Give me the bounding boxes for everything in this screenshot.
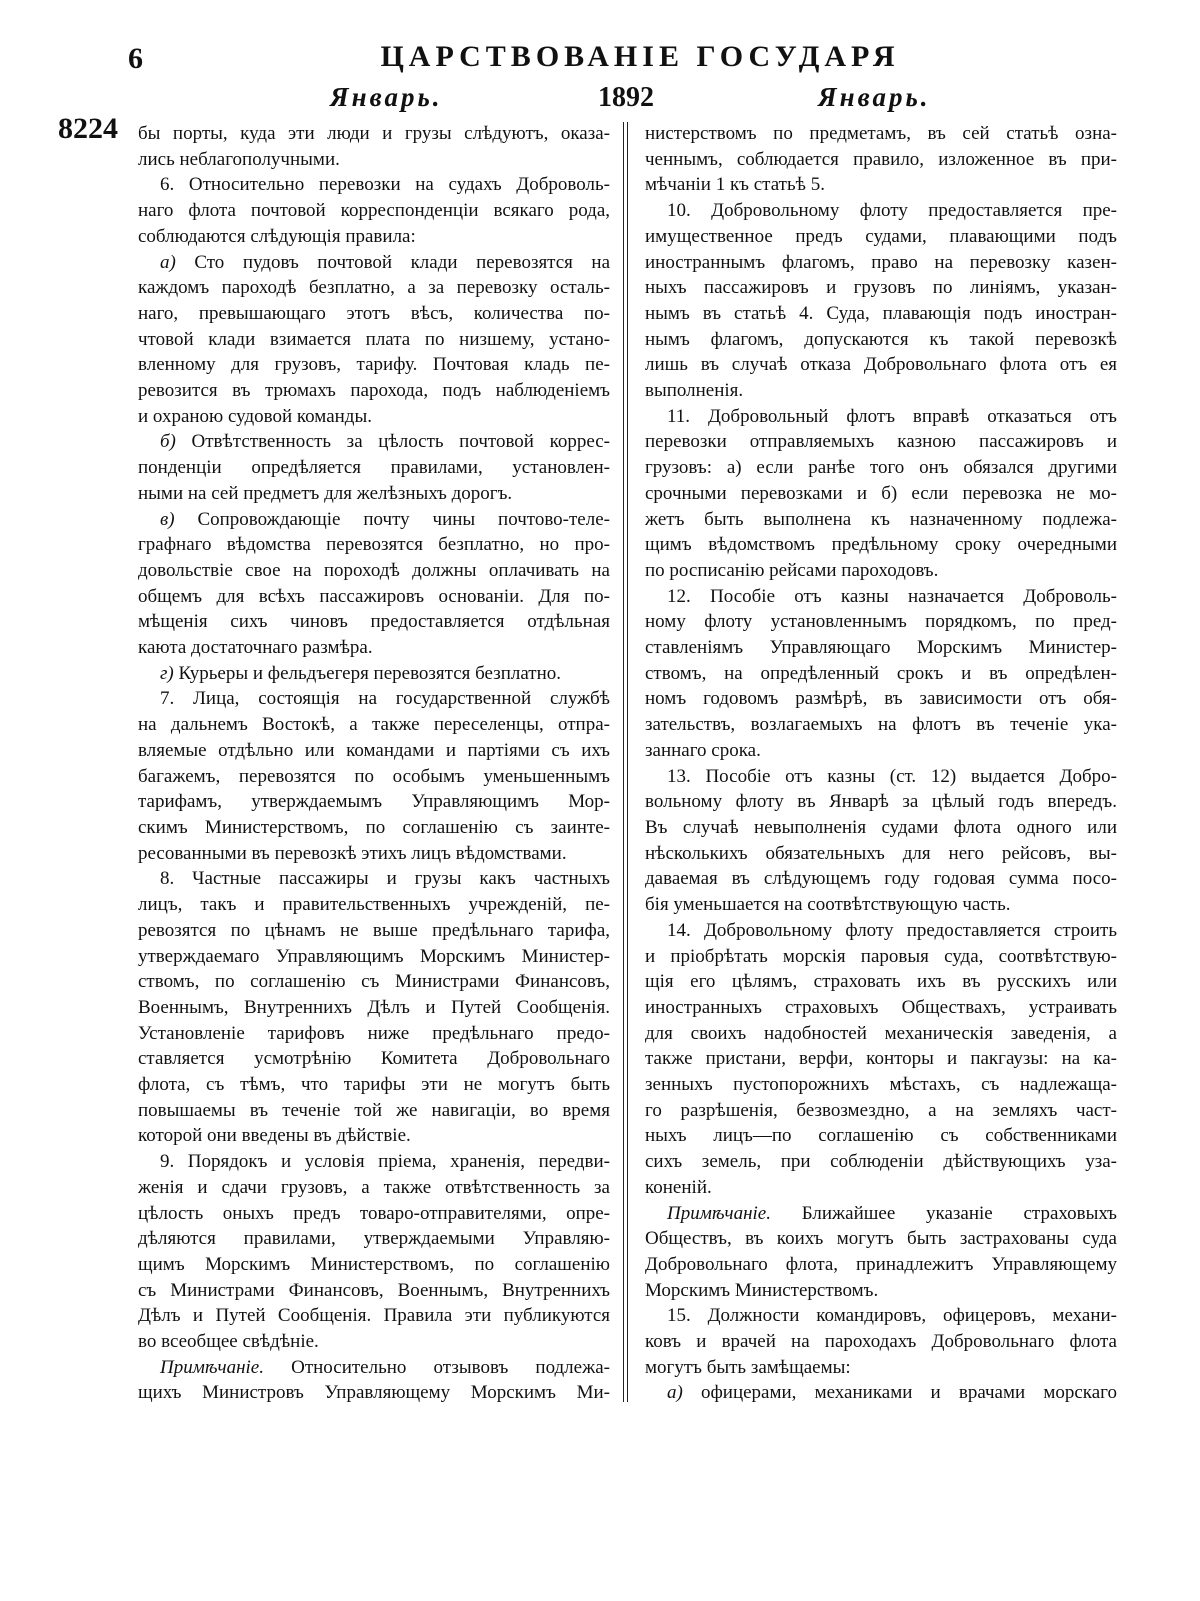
- right-column: [645, 121, 1117, 1406]
- line-text: зательствъ, возлагаемыхъ на флотъ въ теченіе ука-: [645, 714, 1117, 736]
- text-line: [138, 352, 610, 378]
- text-line: [645, 198, 1117, 224]
- line-text: понденціи опредѣляется правилами, установлен-: [138, 457, 610, 479]
- text-line: [645, 866, 1117, 892]
- line-text: довольствіе свое на пороходѣ должны оплачивать на: [138, 559, 610, 581]
- text-line: [645, 327, 1117, 353]
- text-line: [645, 558, 1117, 584]
- text-line: [645, 507, 1117, 533]
- line-text: номъ годовомъ размѣрѣ, въ зависимости отъ обя-: [645, 688, 1117, 710]
- text-line: [645, 275, 1117, 301]
- line-text: даваемая въ слѣдующемъ году годовая сумма посо-: [645, 868, 1117, 890]
- text-line: [645, 1278, 1117, 1304]
- line-text: иностраннымъ флагомъ, право на перевозку казен-: [645, 251, 1117, 273]
- text-line: [645, 892, 1117, 918]
- text-line: [645, 1123, 1117, 1149]
- line-text: каюта достаточнаго размѣра.: [138, 637, 373, 659]
- line-text: Дѣлъ и Путей Сообщенія. Правила эти публикуются: [138, 1305, 610, 1327]
- text-line: [645, 1072, 1117, 1098]
- text-line: [645, 635, 1117, 661]
- text-line: [138, 327, 610, 353]
- text-line: [138, 455, 610, 481]
- line-text: ченнымъ, соблюдается правило, изложенное въ при-: [645, 148, 1117, 170]
- line-text: иностранныхъ страховыхъ Обществахъ, устраивать: [645, 996, 1117, 1018]
- text-line: [138, 172, 610, 198]
- line-text: Сопровождающіе почту чины почтово-теле-: [174, 508, 610, 530]
- line-text: бы порты, куда эти люди и грузы слѣдуютъ, оказа-: [138, 123, 610, 144]
- text-line: [138, 1380, 610, 1406]
- text-line: [645, 378, 1117, 404]
- line-text: и пріобрѣтать морскія паровыя суда, соотвѣтствую-: [645, 945, 1117, 967]
- text-line: [138, 558, 610, 584]
- text-line: [138, 224, 610, 250]
- line-text: 6. Относительно перевозки на судахъ Доброволь-: [160, 174, 610, 196]
- text-line: [645, 455, 1117, 481]
- text-line: [138, 1021, 610, 1047]
- text-line: [645, 1201, 1117, 1227]
- line-text: щимъ Морскимъ Министерствомъ, по соглашенію: [138, 1253, 610, 1275]
- text-line: [138, 866, 610, 892]
- line-text: 14. Добровольному флоту предоставляется строить: [667, 919, 1117, 941]
- text-line: [138, 969, 610, 995]
- line-text: дѣляются правилами, утверждаемыми Управляю-: [138, 1228, 610, 1250]
- line-text: 13. Пособіе отъ казны (ст. 12) выдается Добро-: [667, 765, 1117, 787]
- line-text: лицъ, такъ и правительственныхъ учрежденій, пе-: [138, 894, 610, 916]
- line-text: графнаго вѣдомства перевозятся безплатно, но про-: [138, 534, 610, 556]
- text-line: [645, 352, 1117, 378]
- text-line: [138, 1098, 610, 1124]
- line-text: также пристани, верфи, конторы и пакгаузы: на ка-: [645, 1048, 1117, 1070]
- text-line: [138, 661, 610, 687]
- text-line: [138, 841, 610, 867]
- line-text: Ближайшее указаніе страховыхъ: [770, 1202, 1117, 1224]
- text-line: [645, 147, 1117, 173]
- line-text: перевозки отправляемыхъ казною пассажировъ и: [645, 431, 1117, 453]
- line-text: Сто пудовъ почтовой клади перевозятся на: [175, 251, 610, 273]
- line-text: которой они введены въ дѣйствіе.: [138, 1125, 411, 1147]
- text-line: [138, 301, 610, 327]
- line-text: Обществъ, въ коихъ могутъ быть застрахованы суда: [645, 1228, 1117, 1250]
- text-line: [645, 918, 1117, 944]
- line-text: мѣчаніи 1 къ статьѣ 5.: [645, 174, 825, 196]
- text-line: [138, 1226, 610, 1252]
- text-line: [138, 892, 610, 918]
- line-text: 9. Порядокъ и условія пріема, храненія, передви-: [160, 1151, 610, 1173]
- text-line: [138, 815, 610, 841]
- italic-label: Примѣчаніе.: [160, 1356, 264, 1378]
- text-line: [138, 764, 610, 790]
- text-line: [138, 147, 610, 173]
- line-text: щія его цѣлямъ, страховать ихъ въ русскихъ или: [645, 971, 1117, 993]
- text-line: [138, 250, 610, 276]
- line-text: го разрѣшенія, безвозмездно, а на земляхъ част-: [645, 1099, 1117, 1121]
- line-text: жетъ быть выполнена къ назначенному подлежа-: [645, 508, 1117, 530]
- text-line: [138, 995, 610, 1021]
- line-text: ставляется усмотрѣнію Комитета Добровольнаго: [138, 1048, 610, 1070]
- line-text: срочными перевозками и б) если перевозка не мо-: [645, 482, 1117, 504]
- line-text: скимъ Министерствомъ, по соглашенію съ заинте-: [138, 816, 610, 838]
- line-text: ному флоту установленнымъ порядкомъ, по пред-: [645, 611, 1117, 633]
- italic-label: б): [160, 431, 176, 453]
- line-text: 11. Добровольный флотъ вправѣ отказаться отъ: [667, 405, 1117, 427]
- text-line: [645, 250, 1117, 276]
- text-line: [645, 712, 1117, 738]
- text-line: [138, 532, 610, 558]
- line-text: чтовой клади взимается плата по низшему, устано-: [138, 328, 610, 350]
- month-right: Январь.: [818, 82, 931, 112]
- line-text: могутъ быть замѣщаемы:: [645, 1356, 851, 1378]
- text-line: [645, 1149, 1117, 1175]
- line-text: ствомъ, по соглашенію съ Министрами Финансовъ,: [138, 971, 610, 993]
- line-text: наго, превышающаго этотъ вѣсъ, количества по-: [138, 302, 610, 324]
- line-text: для своихъ надобностей механическія заведенія, а: [645, 1022, 1117, 1044]
- line-text: Морскимъ Министерствомъ.: [645, 1279, 879, 1301]
- text-line: [645, 1226, 1117, 1252]
- line-text: выполненія.: [645, 380, 744, 402]
- text-line: [138, 609, 610, 635]
- month-left: Январь.: [330, 82, 443, 112]
- text-line: [645, 969, 1117, 995]
- line-text: ресованными въ перевозкѣ этихъ лицъ вѣдомствами.: [138, 842, 567, 864]
- line-text: съ Министрами Финансовъ, Военнымъ, Внутреннихъ: [138, 1279, 610, 1301]
- text-line: [645, 1175, 1117, 1201]
- text-line: [138, 1149, 610, 1175]
- text-line: [645, 995, 1117, 1021]
- line-text: Добровольнаго флота, принадлежитъ Управляющему: [645, 1253, 1117, 1275]
- text-line: [138, 1201, 610, 1227]
- line-text: наго флота почтовой корреспонденціи всякаго рода,: [138, 200, 610, 222]
- italic-label: а): [667, 1382, 683, 1404]
- text-line: [645, 172, 1117, 198]
- line-text: и охраною судовой команды.: [138, 405, 372, 427]
- line-text: Въ случаѣ невыполненія судами флота одного или: [645, 816, 1117, 838]
- text-line: [645, 764, 1117, 790]
- italic-label: г): [160, 662, 174, 684]
- text-line: [645, 815, 1117, 841]
- line-text: по росписанію рейсами пароходовъ.: [645, 559, 939, 581]
- line-text: ныхъ пассажировъ и грузовъ по линіямъ, указан-: [645, 277, 1117, 299]
- line-text: нѣсколькихъ обязательныхъ для него рейсовъ, вы-: [645, 842, 1117, 864]
- text-line: [138, 507, 610, 533]
- text-line: [138, 429, 610, 455]
- text-line: [645, 404, 1117, 430]
- text-line: [645, 609, 1117, 635]
- line-text: лишь въ случаѣ отказа Добровольнаго флота отъ ея: [645, 354, 1117, 376]
- text-line: [138, 918, 610, 944]
- line-text: ныхъ лицъ—по соглашенію съ собственниками: [645, 1125, 1117, 1147]
- line-text: утверждаемаго Управляющимъ Морскимъ Министер-: [138, 945, 610, 967]
- text-line: [645, 944, 1117, 970]
- text-line: [645, 1303, 1117, 1329]
- line-text: ствомъ, на опредѣленный срокъ и въ опредѣлен-: [645, 662, 1117, 684]
- text-line: [138, 404, 610, 430]
- running-title: ЦАРСТВОВАНІЕ ГОСУДАРЯ: [380, 40, 900, 73]
- line-text: 12. Пособіе отъ казны назначается Доброволь-: [667, 585, 1117, 607]
- text-line: [645, 738, 1117, 764]
- text-line: [645, 841, 1117, 867]
- line-text: на дальнемъ Востокѣ, а также переселенцы, отпра-: [138, 714, 610, 736]
- text-line: [645, 121, 1117, 147]
- line-text: имущественное предъ судами, плавающими подъ: [645, 225, 1117, 247]
- text-line: [645, 481, 1117, 507]
- line-text: соблюдаются слѣдующія правила:: [138, 225, 416, 247]
- line-text: общемъ для всѣхъ пассажировъ основаніи. Для по-: [138, 585, 610, 607]
- line-text: коненій.: [645, 1176, 712, 1198]
- line-text: ставленіямъ Управляющаго Морскимъ Министер-: [645, 637, 1117, 659]
- text-line: [138, 584, 610, 610]
- line-text: офицерами, механиками и врачами морскаго: [682, 1382, 1117, 1404]
- text-line: [645, 661, 1117, 687]
- text-line: [645, 1021, 1117, 1047]
- text-line: [138, 712, 610, 738]
- line-text: щихъ Министровъ Управляющему Морскимъ Ми-: [138, 1382, 610, 1404]
- line-text: щимъ вѣдомствомъ предѣльному сроку очередными: [645, 534, 1117, 556]
- line-text: флота, съ тѣмъ, что тарифы эти не могутъ быть: [138, 1074, 610, 1096]
- line-text: 15. Должности командировъ, офицеровъ, механи-: [667, 1305, 1117, 1327]
- text-line: [645, 1252, 1117, 1278]
- line-text: во всеобщее свѣдѣніе.: [138, 1331, 319, 1353]
- text-line: [138, 1123, 610, 1149]
- text-line: [138, 1252, 610, 1278]
- text-line: [645, 584, 1117, 610]
- line-text: заннаго срока.: [645, 739, 761, 761]
- line-text: мѣщенія сихъ чиновъ предоставляется отдѣльная: [138, 611, 610, 633]
- margin-law-number: 8224: [58, 112, 118, 145]
- line-text: 7. Лица, состоящія на государственной службѣ: [160, 688, 610, 710]
- text-line: [138, 686, 610, 712]
- line-text: каждомъ пароходѣ безплатно, а за перевозку осталь-: [138, 277, 610, 299]
- line-text: вляемые отдѣльно или командами и партіями съ ихъ: [138, 739, 610, 761]
- text-line: [138, 944, 610, 970]
- text-line: [645, 1329, 1117, 1355]
- line-text: цѣлость оныхъ предъ товаро-отправителями, опре-: [138, 1202, 610, 1224]
- italic-label: в): [160, 508, 175, 530]
- line-text: зенныхъ пустопорожнихъ мѣстахъ, съ надлежаща-: [645, 1074, 1117, 1096]
- text-line: [138, 1072, 610, 1098]
- text-line: [645, 1355, 1117, 1381]
- text-line: [645, 301, 1117, 327]
- text-line: [138, 1278, 610, 1304]
- line-text: 8. Частные пассажиры и грузы какъ частныхъ: [160, 868, 610, 890]
- text-line: [138, 198, 610, 224]
- line-text: Отвѣтственность за цѣлость почтовой коррес-: [175, 431, 610, 453]
- page-number: 6: [128, 42, 143, 75]
- text-line: [138, 378, 610, 404]
- line-text: Установленіе тарифовъ ниже предѣльнаго предо-: [138, 1022, 610, 1044]
- text-line: [138, 1046, 610, 1072]
- line-text: женія и сдачи грузовъ, а также отвѣтственность за: [138, 1176, 610, 1198]
- line-text: багажемъ, перевозятся по особымъ уменьшеннымъ: [138, 765, 610, 787]
- line-text: повышаемы въ теченіе той же навигаціи, во время: [138, 1099, 610, 1121]
- text-line: [645, 532, 1117, 558]
- text-line: [645, 1046, 1117, 1072]
- line-text: нистерствомъ по предметамъ, въ сей статьѣ озна-: [645, 123, 1117, 144]
- text-line: [645, 429, 1117, 455]
- line-text: нымъ флагомъ, допускаются къ такой перевозкѣ: [645, 328, 1117, 350]
- text-line: [645, 1098, 1117, 1124]
- text-line: [645, 224, 1117, 250]
- line-text: ревозится въ трюмахъ парохода, подъ наблюденіемъ: [138, 380, 610, 402]
- text-line: [645, 1380, 1117, 1406]
- year: 1892: [598, 82, 654, 113]
- text-line: [138, 1303, 610, 1329]
- line-text: лись неблагополучными.: [138, 148, 340, 170]
- text-line: [138, 738, 610, 764]
- line-text: Относительно отзывовъ подлежа-: [263, 1356, 610, 1378]
- text-line: [138, 121, 610, 147]
- text-line: [138, 275, 610, 301]
- italic-label: а): [160, 251, 176, 273]
- line-text: вленному для грузовъ, тарифу. Почтовая кладь пе-: [138, 354, 610, 376]
- line-text: Курьеры и фельдъегеря перевозятся безплатно.: [173, 662, 562, 684]
- text-line: [138, 1329, 610, 1355]
- line-text: грузовъ: а) если ранѣе того онъ обязался другими: [645, 457, 1117, 479]
- text-line: [645, 789, 1117, 815]
- line-text: бія уменьшается на соотвѣтствующую часть.: [645, 894, 1011, 916]
- line-text: вольному флоту въ Январѣ за цѣлый годъ впередъ.: [645, 791, 1117, 813]
- text-line: [138, 789, 610, 815]
- line-text: ковъ и врачей на пароходахъ Добровольнаго флота: [645, 1331, 1117, 1353]
- text-line: [138, 1175, 610, 1201]
- line-text: ревозятся по цѣнамъ не выше предѣльнаго тарифа,: [138, 919, 610, 941]
- text-line: [645, 686, 1117, 712]
- text-line: [138, 635, 610, 661]
- italic-label: Примѣчаніе.: [667, 1202, 771, 1224]
- line-text: 10. Добровольному флоту предоставляется пре-: [667, 200, 1117, 222]
- text-line: [138, 1355, 610, 1381]
- line-text: Военнымъ, Внутреннихъ Дѣлъ и Путей Сообщенія.: [138, 996, 610, 1018]
- line-text: сихъ земель, при соблюденіи дѣйствующихъ уза-: [645, 1151, 1117, 1173]
- left-column: [138, 121, 610, 1406]
- line-text: ными на сей предметъ для желѣзныхъ дорогъ.: [138, 482, 513, 504]
- text-line: [138, 481, 610, 507]
- line-text: нымъ въ статьѣ 4. Суда, плавающія подъ иностран-: [645, 302, 1117, 324]
- line-text: тарифамъ, утверждаемымъ Управляющимъ Мор-: [138, 791, 610, 813]
- column-divider: [623, 122, 628, 1402]
